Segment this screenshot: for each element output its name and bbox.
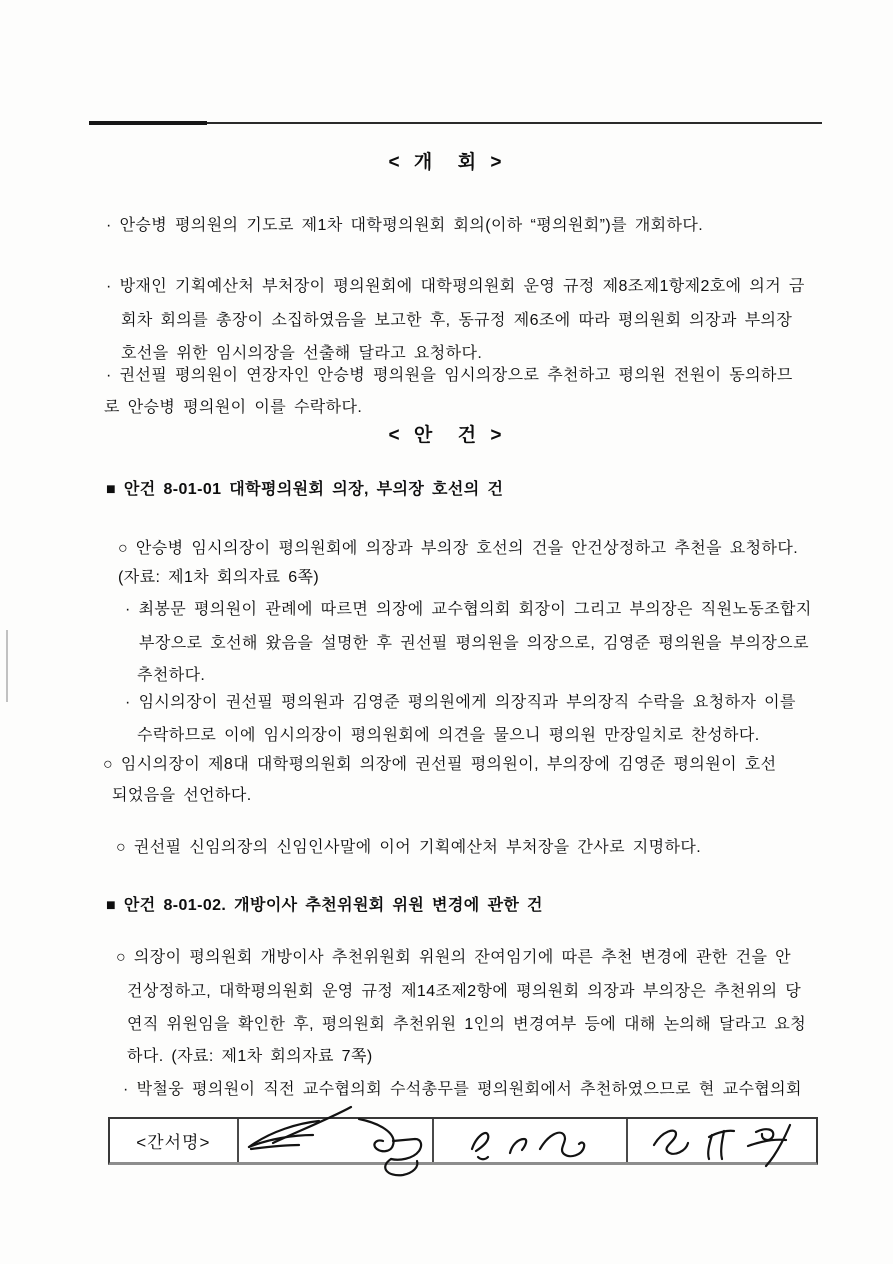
- agenda-item-heading-2: ■ 안건 8-01-02. 개방이사 추천위원회 위원 변경에 관한 건: [106, 897, 543, 914]
- text-line: 건상정하고, 대학평의원회 운영 규정 제14조제2항에 평의원회 의장과 부의장은 추천위의 당: [127, 983, 802, 1000]
- text-line: 호선을 위한 임시의장을 선출해 달라고 요청하다.: [121, 345, 483, 362]
- text-line: 연직 위원임을 확인한 후, 평의원회 추천위원 1인의 변경여부 등에 대해 논의해 달라고 요청: [127, 1016, 807, 1033]
- text-line: · 권선필 평의원이 연장자인 안승병 평의원을 임시의장으로 추천하고 평의원 전원이 동의하므: [106, 367, 793, 384]
- text-line: 되었음을 선언하다.: [112, 787, 252, 804]
- handwritten-signature-1: [239, 1105, 435, 1185]
- handwritten-signature-2: [434, 1105, 628, 1185]
- text-line: 수락하므로 이에 임시의장이 평의원회에 의견을 물으니 평의원 만장일치로 찬성하다.: [137, 727, 760, 744]
- signature-cell-1: [237, 1119, 432, 1162]
- top-rule-heavy-segment: [89, 121, 207, 125]
- text-line: · 방재인 기획예산처 부처장이 평의원회에 대학평의원회 운영 규정 제8조제1항제2호에 의거 금: [106, 278, 805, 295]
- text-line: 부장으로 호선해 왔음을 설명한 후 권선필 평의원을 의장으로, 김영준 평의원을 부의장으로: [139, 635, 809, 652]
- text-line: ○ 권선필 신임의장의 신임인사말에 이어 기획예산처 부처장을 간사로 지명하다.: [116, 839, 702, 856]
- scan-artifact: [6, 630, 8, 702]
- agenda-item-heading-1: ■ 안건 8-01-01 대학평의원회 의장, 부의장 호선의 건: [106, 481, 504, 498]
- text-line: 회차 회의를 총장이 소집하였음을 보고한 후, 동규정 제6조에 따라 평의원회 의장과 부의장: [121, 312, 793, 329]
- signature-label: <간서명>: [136, 1133, 211, 1152]
- text-line: ○ 의장이 평의원회 개방이사 추천위원회 위원의 잔여임기에 따른 추천 변경에 관한 건을 안: [116, 949, 792, 966]
- text-line: · 최봉문 평의원이 관례에 따르면 의장에 교수협의회 회장이 그리고 부의장은 직원노동조합지: [125, 601, 812, 618]
- signature-cell-2: [432, 1119, 625, 1162]
- handwritten-signature-3: [628, 1105, 819, 1185]
- signature-table: [108, 1117, 818, 1165]
- text-line: ○ 임시의장이 제8대 대학평의원회 의장에 권선필 평의원이, 부의장에 김영준 평의원이 호선: [103, 756, 777, 773]
- text-line: 로 안승병 평의원이 이를 수락하다.: [104, 399, 363, 416]
- agenda-heading: < 안 건 >: [388, 425, 505, 446]
- text-line: · 박철웅 평의원이 직전 교수협의회 수석총무를 평의원회에서 추천하였으므로 현 교수협의회: [123, 1081, 802, 1098]
- text-line: 하다. (자료: 제1차 회의자료 7쪽): [127, 1048, 373, 1065]
- signature-label-cell: [110, 1119, 237, 1162]
- text-line: · 안승병 평의원의 기도로 제1차 대학평의원회 회의(이하 “평의원회”)를 개회하다.: [106, 217, 704, 234]
- text-line: ○ 안승병 임시의장이 평의원회에 의장과 부의장 호선의 건을 안건상정하고 추천을 요청하다.: [118, 540, 799, 557]
- opening-heading: < 개 회 >: [388, 152, 505, 173]
- signature-cell-3: [626, 1119, 816, 1162]
- text-line: 추천하다.: [137, 667, 206, 684]
- text-line: · 임시의장이 권선필 평의원과 김영준 평의원에게 의장직과 부의장직 수락을 요청하자 이를: [125, 694, 796, 711]
- text-line: (자료: 제1차 회의자료 6쪽): [118, 569, 320, 586]
